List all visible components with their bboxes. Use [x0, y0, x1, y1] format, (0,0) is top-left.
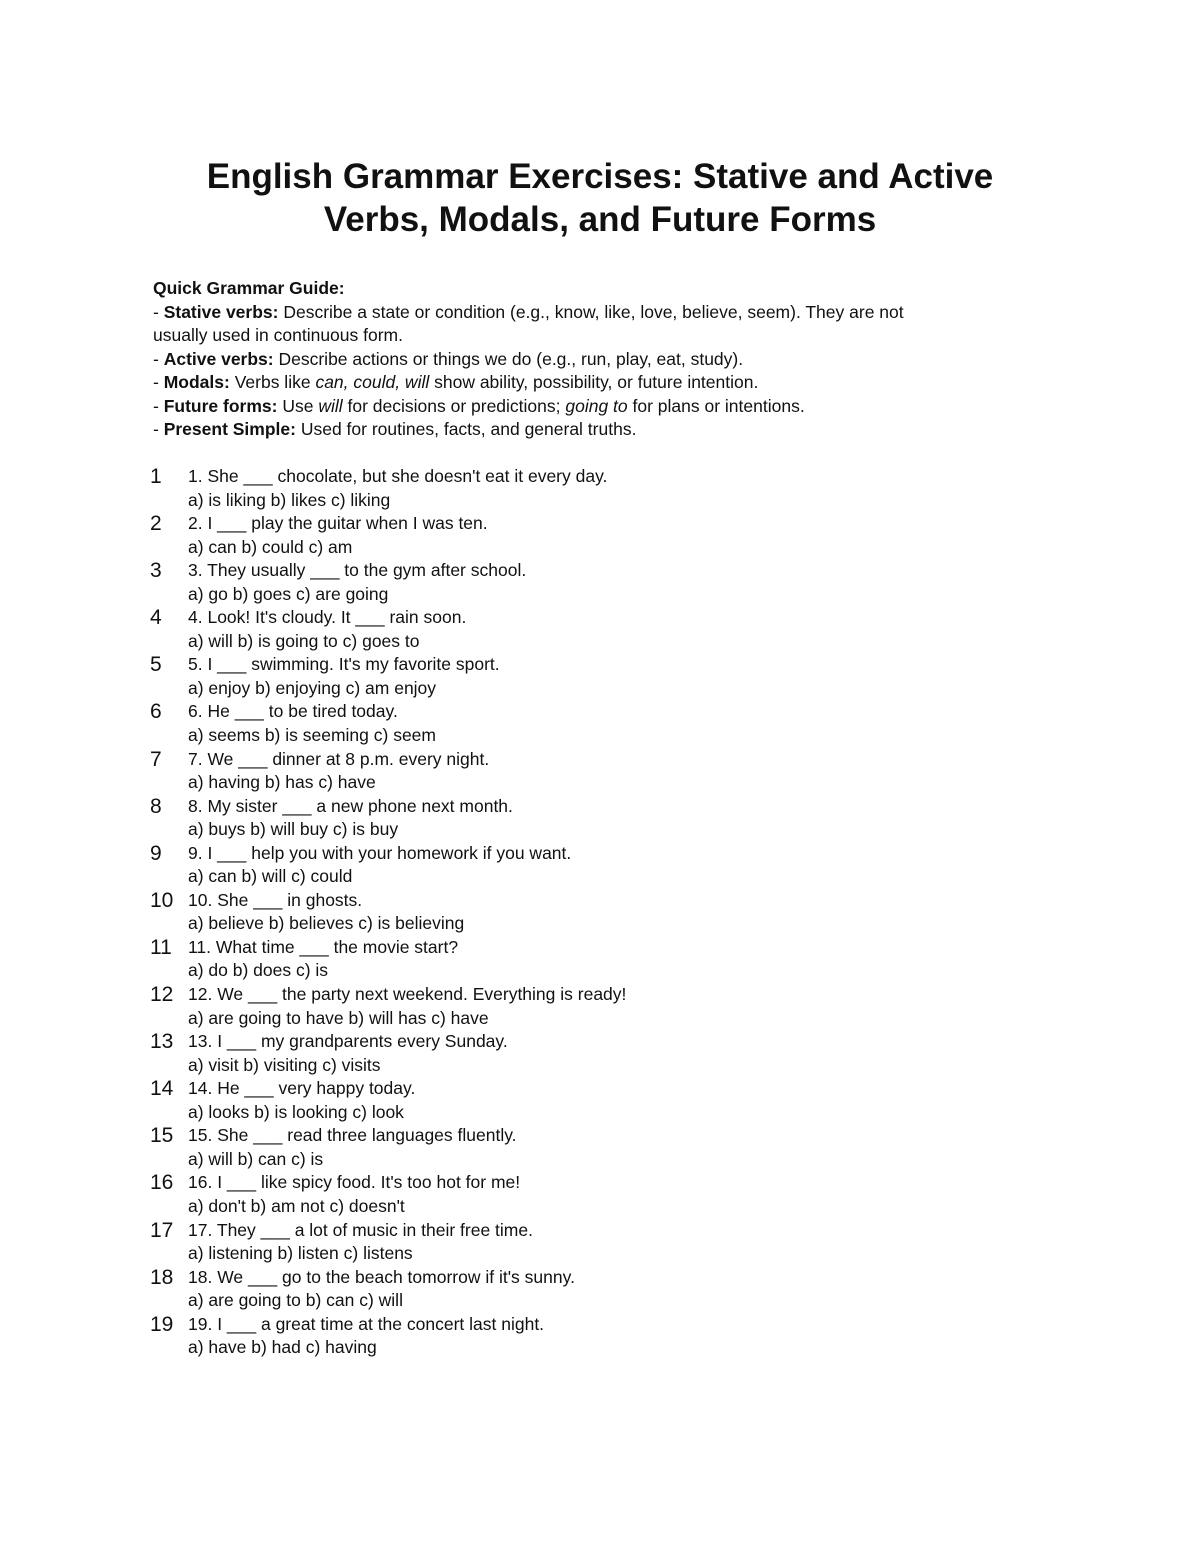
question-number: 18	[150, 1265, 174, 1289]
question-options: a) do b) does c) is	[188, 960, 329, 981]
question-item	[150, 465, 1050, 512]
guide-term: Modals:	[163, 372, 230, 392]
question-text: 8. My sister ___ a new phone next month.	[188, 795, 513, 816]
question-item	[150, 559, 1050, 606]
question-number: 12	[150, 983, 174, 1007]
question-options: a) don't b) am not c) doesn't	[188, 1195, 405, 1216]
guide-item-prefix: -	[153, 348, 164, 369]
guide-item-present	[153, 418, 1013, 442]
question-number: 2	[150, 512, 162, 536]
guide-term: Active verbs:	[163, 348, 274, 369]
question-text: 5. I ___ swimming. It's my favorite sport.	[188, 654, 500, 675]
question-options: a) buys b) will buy c) is buy	[188, 819, 399, 840]
question-options: a) looks b) is looking c) look	[188, 1101, 404, 1122]
question-number: 10	[150, 888, 174, 912]
question-number: 8	[150, 794, 162, 818]
question-number: 19	[150, 1312, 174, 1336]
guide-text: Describe a state or condition (e.g., know, like, love, believe, seem). They are not	[278, 301, 904, 322]
question-text: 17. They ___ a lot of music in their free time.	[188, 1219, 533, 1240]
question-item	[150, 842, 1050, 889]
guide-term: Future forms:	[163, 395, 278, 416]
question-item	[150, 795, 1050, 842]
guide-item-stative-continued: usually used in continuous form.	[153, 325, 403, 345]
question-text: 16. I ___ like spicy food. It's too hot for me!	[188, 1172, 521, 1193]
question-options: a) is liking b) likes c) liking	[188, 489, 391, 510]
question-item	[150, 1313, 1050, 1360]
question-options: a) are going to b) can c) will	[188, 1290, 403, 1311]
question-number: 1	[150, 465, 162, 488]
question-number: 9	[150, 841, 162, 865]
question-text: 15. She ___ read three languages fluently.	[188, 1125, 517, 1146]
question-options: a) believe b) believes c) is believing	[188, 913, 465, 934]
question-options: a) listening b) listen c) listens	[188, 1243, 413, 1263]
question-options: a) will b) can c) is	[188, 1148, 324, 1169]
question-options: a) enjoy b) enjoying c) am enjoy	[188, 677, 437, 698]
question-text: 19. I ___ a great time at the concert last night.	[188, 1313, 545, 1334]
question-options: a) go b) goes c) are going	[188, 583, 389, 604]
guide-item-prefix: -	[153, 301, 164, 322]
guide-text: Used for routines, facts, and general truths.	[295, 419, 637, 439]
question-number: 17	[150, 1218, 174, 1242]
guide-item-stative	[153, 301, 1013, 325]
question-options: a) visit b) visiting c) visits	[188, 1054, 381, 1075]
guide-text: for plans or intentions.	[627, 395, 805, 416]
guide-text: Verbs like	[229, 372, 316, 392]
guide-text: show ability, possibility, or future intention.	[429, 372, 759, 392]
question-number: 6	[150, 700, 162, 724]
question-number: 5	[150, 653, 162, 677]
question-options: a) have b) had c) having	[188, 1337, 377, 1358]
question-text: 13. I ___ my grandparents every Sunday.	[188, 1031, 508, 1052]
guide-italic-text: going to	[565, 395, 628, 416]
question-number: 13	[150, 1030, 174, 1054]
guide-text: Use	[277, 395, 319, 416]
question-item	[150, 936, 1050, 983]
question-text: 2. I ___ play the guitar when I was ten.	[188, 513, 488, 534]
guide-italic-text: will	[318, 395, 343, 416]
guide-text: for decisions or predictions;	[342, 395, 566, 416]
question-list	[150, 465, 1050, 1360]
question-text: 18. We ___ go to the beach tomorrow if it's sunny.	[188, 1266, 575, 1287]
question-item	[150, 889, 1050, 936]
question-number: 11	[150, 935, 172, 959]
page-title	[100, 155, 1100, 241]
guide-heading: Quick Grammar Guide:	[153, 278, 345, 298]
question-item	[150, 1219, 1050, 1266]
question-text: 12. We ___ the party next weekend. Everything is ready!	[188, 984, 627, 1005]
question-options: a) having b) has c) have	[188, 772, 376, 793]
question-number: 16	[150, 1171, 174, 1195]
question-text: 10. She ___ in ghosts.	[188, 889, 363, 910]
guide-term: Stative verbs:	[163, 301, 279, 322]
question-item	[150, 700, 1050, 747]
question-item	[150, 512, 1050, 559]
guide-item-modals	[153, 371, 1013, 395]
guide-item-prefix: -	[153, 372, 164, 392]
grammar-guide	[153, 277, 1013, 442]
question-text: 7. We ___ dinner at 8 p.m. every night.	[188, 748, 490, 769]
question-text: 14. He ___ very happy today.	[188, 1078, 416, 1099]
guide-item-future	[153, 395, 1013, 419]
question-number: 4	[150, 606, 162, 630]
question-options: a) are going to have b) will has c) have	[188, 1007, 489, 1028]
question-item	[150, 748, 1050, 795]
question-options: a) will b) is going to c) goes to	[188, 630, 420, 651]
guide-italic-text: can, could, will	[315, 372, 430, 392]
question-item	[150, 983, 1050, 1030]
question-options: a) can b) could c) am	[188, 536, 353, 557]
question-options: a) seems b) is seeming c) seem	[188, 724, 436, 745]
guide-item-prefix: -	[153, 419, 164, 439]
question-item	[150, 606, 1050, 653]
page-title-line-1: English Grammar Exercises: Stative and Active	[206, 157, 994, 196]
question-text: 11. What time ___ the movie start?	[188, 936, 459, 957]
guide-item-active	[153, 348, 1013, 372]
question-text: 4. Look! It's cloudy. It ___ rain soon.	[188, 607, 467, 628]
guide-text: Describe actions or things we do (e.g., run, play, eat, study).	[273, 348, 744, 369]
question-text: 6. He ___ to be tired today.	[188, 701, 398, 722]
question-item	[150, 1030, 1050, 1077]
question-number: 7	[150, 747, 162, 771]
question-text: 1. She ___ chocolate, but she doesn't eat it every day.	[188, 466, 608, 486]
guide-item-prefix: -	[153, 395, 164, 416]
page-title-line-2: Verbs, Modals, and Future Forms	[323, 200, 877, 239]
question-item	[150, 1266, 1050, 1313]
question-item	[150, 653, 1050, 700]
question-number: 14	[150, 1077, 174, 1101]
guide-term: Present Simple:	[163, 419, 296, 439]
question-item	[150, 1077, 1050, 1124]
question-item	[150, 1171, 1050, 1218]
question-text: 9. I ___ help you with your homework if you want.	[188, 842, 572, 863]
question-number: 15	[150, 1124, 174, 1148]
question-number: 3	[150, 559, 162, 583]
question-options: a) can b) will c) could	[188, 866, 353, 887]
question-text: 3. They usually ___ to the gym after school.	[188, 560, 527, 581]
question-item	[150, 1124, 1050, 1171]
